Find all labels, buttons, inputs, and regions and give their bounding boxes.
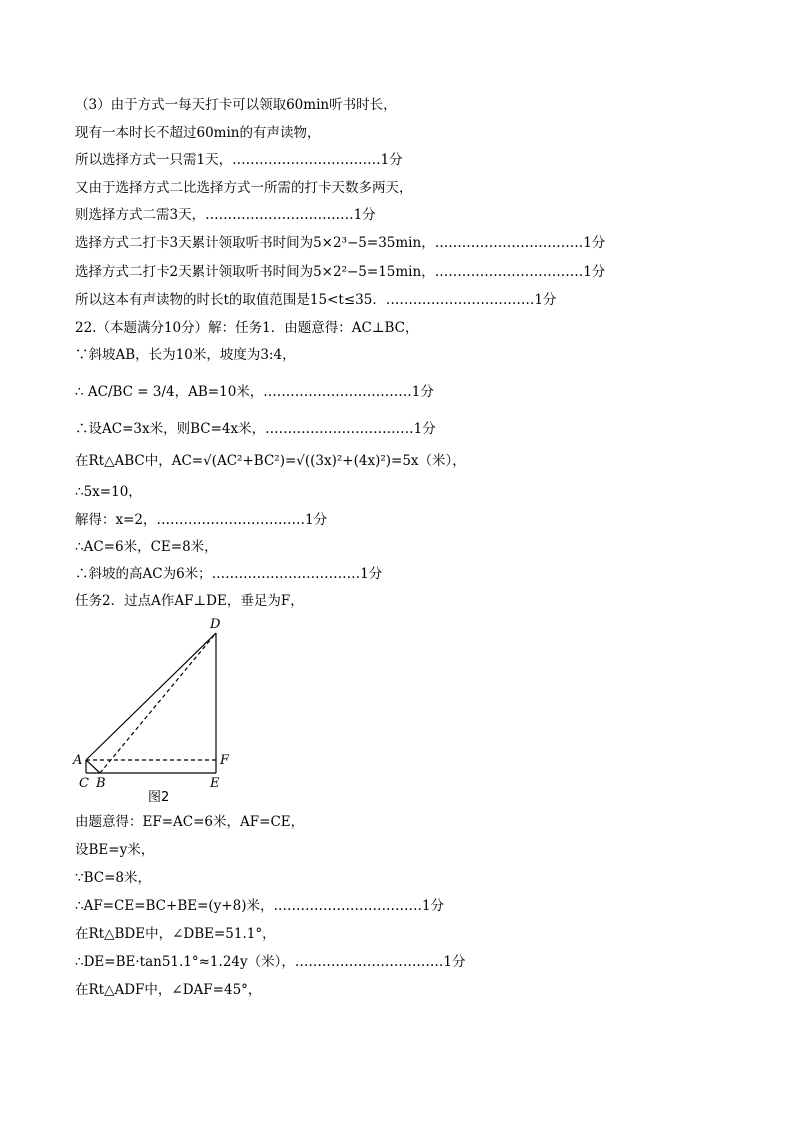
text-line-18: 任务2．过点A作AF⊥DE，垂足为F， xyxy=(75,593,304,609)
point-label-B: B xyxy=(96,776,106,791)
text-line-25: 在Rt△ADF中，∠DAF=45°， xyxy=(75,982,262,998)
point-label-E: E xyxy=(210,776,220,791)
text-line-10: ∵斜坡AB，长为10米，坡度为3:4， xyxy=(75,347,296,363)
text-line-3: 所以选择方式一只需1天，……………………………1分 xyxy=(75,152,403,168)
text-line-8: 所以这本有声读物的时长t的取值范围是15<t≤35．……………………………1分 xyxy=(75,292,557,308)
text-line-17: ∴斜坡的高AC为6米；……………………………1分 xyxy=(75,566,383,582)
text-line-6: 选择方式二打卡3天累计领取听书时间为5×2³−5=35min，……………………………1分 xyxy=(75,235,606,251)
text-line-5: 则选择方式二需3天，……………………………1分 xyxy=(75,207,376,223)
text-line-22: ∴AF=CE=BC+BE=(y+8)米，……………………………1分 xyxy=(75,898,445,914)
segment-AB xyxy=(86,760,100,773)
text-line-20: 设BE=y米， xyxy=(75,842,155,858)
text-line-15: 解得：x=2，……………………………1分 xyxy=(75,512,328,528)
text-line-14: ∴5x=10， xyxy=(75,484,142,500)
text-line-24: ∴DE=BE·tan51.1°≈1.24y（米），……………………………1分 xyxy=(75,954,466,970)
point-label-C: C xyxy=(79,776,89,791)
point-label-F: F xyxy=(220,753,230,768)
segment-AD xyxy=(86,633,216,760)
point-label-D: D xyxy=(210,617,221,632)
text-line-4: 又由于选择方式二比选择方式一所需的打卡天数多两天， xyxy=(75,180,413,196)
figure-caption: 图2 xyxy=(148,790,170,805)
text-line-21: ∵BC=8米， xyxy=(75,870,151,886)
text-line-2: 现有一本时长不超过60min的有声读物， xyxy=(75,125,321,141)
text-line-16: ∴AC=6米，CE=8米， xyxy=(75,539,218,555)
text-line-13: 在Rt△ABC中，AC=√(AC²+BC²)=√((3x)²+(4x)²)=5x（米）， xyxy=(75,453,466,469)
geometry-figure xyxy=(70,615,240,805)
text-line-19: 由题意得：EF=AC=6米，AF=CE， xyxy=(75,814,305,830)
text-line-7: 选择方式二打卡2天累计领取听书时间为5×2²−5=15min，……………………………1分 xyxy=(75,264,606,280)
text-line-9: 22.（本题满分10分）解：任务1．由题意得：AC⊥BC， xyxy=(75,320,419,336)
text-line-1: （3）由于方式一每天打卡可以领取60min听书时长， xyxy=(75,97,397,113)
segment-BD-dashed xyxy=(100,633,216,773)
text-line-11: ∴ AC/BC = 3/4，AB=10米，……………………………1分 xyxy=(75,384,434,400)
point-label-A: A xyxy=(73,753,83,768)
text-line-23: 在Rt△BDE中，∠DBE=51.1°， xyxy=(75,926,276,942)
text-line-12: ∴设AC=3x米，则BC=4x米，……………………………1分 xyxy=(75,421,436,437)
